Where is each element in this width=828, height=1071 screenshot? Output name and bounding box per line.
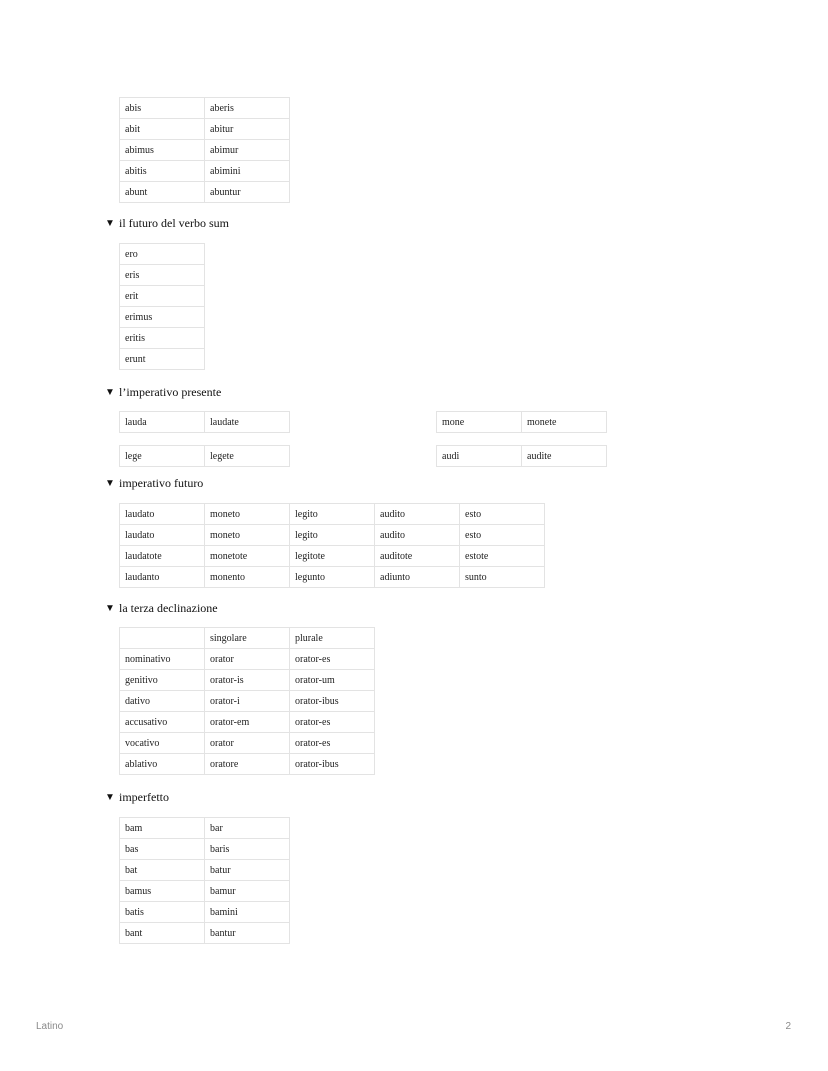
table-row: [120, 504, 545, 525]
table-row: [120, 119, 290, 140]
table-cell: orator-es: [290, 649, 375, 670]
toggle-imperativo-futuro[interactable]: [105, 476, 203, 491]
table-cell: legitote: [290, 546, 375, 567]
table-row: [120, 712, 375, 733]
table-cell: auditote: [375, 546, 460, 567]
table-row: [120, 691, 375, 712]
table-cell: orator-ibus: [290, 754, 375, 775]
table-cell: orator-ibus: [290, 691, 375, 712]
futuro-sum-table: [119, 243, 205, 370]
imperativo-futuro-table: [119, 503, 545, 588]
table-cell: legito: [290, 525, 375, 546]
table-cell: bant: [120, 923, 205, 944]
table-cell: monento: [205, 567, 290, 588]
table-row: [120, 923, 290, 944]
table-cell: bamus: [120, 881, 205, 902]
table-cell: lauda: [120, 412, 205, 433]
table-cell: esto: [460, 525, 545, 546]
table-cell: laudatote: [120, 546, 205, 567]
table-cell: orator: [205, 649, 290, 670]
table-cell: legito: [290, 504, 375, 525]
table-cell: aberis: [205, 98, 290, 119]
table-cell: estote: [460, 546, 545, 567]
table-cell: monete: [522, 412, 607, 433]
table-cell: erit: [120, 286, 205, 307]
table-cell: abimur: [205, 140, 290, 161]
table-cell: orator-es: [290, 733, 375, 754]
triangle-down-icon: ▼: [105, 603, 115, 614]
table-cell: singolare: [205, 628, 290, 649]
table-cell: orator-es: [290, 712, 375, 733]
table-cell: audito: [375, 504, 460, 525]
table-row: [120, 140, 290, 161]
toggle-label: imperativo futuro: [119, 476, 204, 490]
table-cell: plurale: [290, 628, 375, 649]
table-cell: bas: [120, 839, 205, 860]
table-cell: orator-um: [290, 670, 375, 691]
table-cell: eritis: [120, 328, 205, 349]
table-row: [120, 244, 205, 265]
table-cell: [120, 628, 205, 649]
table-row: [120, 182, 290, 203]
terza-declinazione-table: [119, 627, 375, 775]
table-cell: vocativo: [120, 733, 205, 754]
imperativo-presente-table-lauda: [119, 411, 290, 433]
table-row: [437, 446, 607, 467]
table-row: [120, 525, 545, 546]
imperativo-presente-table-lege: [119, 445, 290, 467]
triangle-down-icon: ▼: [105, 792, 115, 803]
toggle-label: l’imperativo presente: [119, 385, 222, 399]
table-cell: laudato: [120, 525, 205, 546]
table-row: [120, 446, 290, 467]
table-row: [120, 733, 375, 754]
table-row: [120, 412, 290, 433]
table-cell: erimus: [120, 307, 205, 328]
imperfetto-table: [119, 817, 290, 944]
toggle-label: la terza declinazione: [119, 601, 218, 615]
table-cell: batur: [205, 860, 290, 881]
table-cell: abimini: [205, 161, 290, 182]
table-row: [120, 839, 290, 860]
table-row: [437, 412, 607, 433]
table-cell: dativo: [120, 691, 205, 712]
table-cell: moneto: [205, 525, 290, 546]
table-cell: ablativo: [120, 754, 205, 775]
verb-forms-table: [119, 97, 290, 203]
table-cell: oratore: [205, 754, 290, 775]
table-cell: bantur: [205, 923, 290, 944]
toggle-label: imperfetto: [119, 790, 169, 804]
table-cell: esto: [460, 504, 545, 525]
table-row: [120, 860, 290, 881]
table-cell: abunt: [120, 182, 205, 203]
table-cell: laudate: [205, 412, 290, 433]
table-cell: audito: [375, 525, 460, 546]
imperativo-presente-table-audi: [436, 445, 607, 467]
table-cell: orator: [205, 733, 290, 754]
table-row: [120, 546, 545, 567]
toggle-label: il futuro del verbo sum: [119, 216, 229, 230]
table-cell: eris: [120, 265, 205, 286]
toggle-terza-declinazione[interactable]: [105, 601, 218, 616]
table-cell: baris: [205, 839, 290, 860]
toggle-imperfetto[interactable]: [105, 790, 169, 805]
table-cell: monetote: [205, 546, 290, 567]
page-number: 2: [785, 1021, 791, 1032]
imperativo-presente-table-mone: [436, 411, 607, 433]
table-cell: accusativo: [120, 712, 205, 733]
table-row: [120, 649, 375, 670]
table-row: [120, 349, 205, 370]
table-cell: abitis: [120, 161, 205, 182]
table-cell: lege: [120, 446, 205, 467]
table-cell: batis: [120, 902, 205, 923]
table-cell: bam: [120, 818, 205, 839]
table-cell: bamini: [205, 902, 290, 923]
table-cell: nominativo: [120, 649, 205, 670]
table-row: [120, 98, 290, 119]
table-row: [120, 567, 545, 588]
table-row: [120, 670, 375, 691]
triangle-down-icon: ▼: [105, 478, 115, 489]
table-cell: audi: [437, 446, 522, 467]
table-row: [120, 265, 205, 286]
table-cell: laudato: [120, 504, 205, 525]
table-row: [120, 628, 375, 649]
table-cell: legunto: [290, 567, 375, 588]
footer-title: Latino: [36, 1021, 64, 1032]
table-cell: sunto: [460, 567, 545, 588]
table-row: [120, 754, 375, 775]
table-cell: abitur: [205, 119, 290, 140]
table-cell: ero: [120, 244, 205, 265]
table-cell: audite: [522, 446, 607, 467]
table-cell: abuntur: [205, 182, 290, 203]
table-cell: orator-em: [205, 712, 290, 733]
table-cell: abimus: [120, 140, 205, 161]
table-row: [120, 307, 205, 328]
table-cell: legete: [205, 446, 290, 467]
table-cell: bamur: [205, 881, 290, 902]
table-row: [120, 161, 290, 182]
table-row: [120, 902, 290, 923]
table-row: [120, 881, 290, 902]
table-row: [120, 286, 205, 307]
table-cell: genitivo: [120, 670, 205, 691]
triangle-down-icon: ▼: [105, 218, 115, 229]
table-cell: bat: [120, 860, 205, 881]
table-cell: mone: [437, 412, 522, 433]
table-cell: orator-is: [205, 670, 290, 691]
table-cell: moneto: [205, 504, 290, 525]
table-cell: laudanto: [120, 567, 205, 588]
table-cell: abit: [120, 119, 205, 140]
table-cell: orator-i: [205, 691, 290, 712]
triangle-down-icon: ▼: [105, 387, 115, 398]
table-cell: abis: [120, 98, 205, 119]
toggle-imperativo-presente[interactable]: [105, 385, 221, 400]
toggle-futuro-sum[interactable]: [105, 216, 229, 231]
table-row: [120, 818, 290, 839]
table-cell: erunt: [120, 349, 205, 370]
table-cell: bar: [205, 818, 290, 839]
table-cell: adiunto: [375, 567, 460, 588]
table-row: [120, 328, 205, 349]
